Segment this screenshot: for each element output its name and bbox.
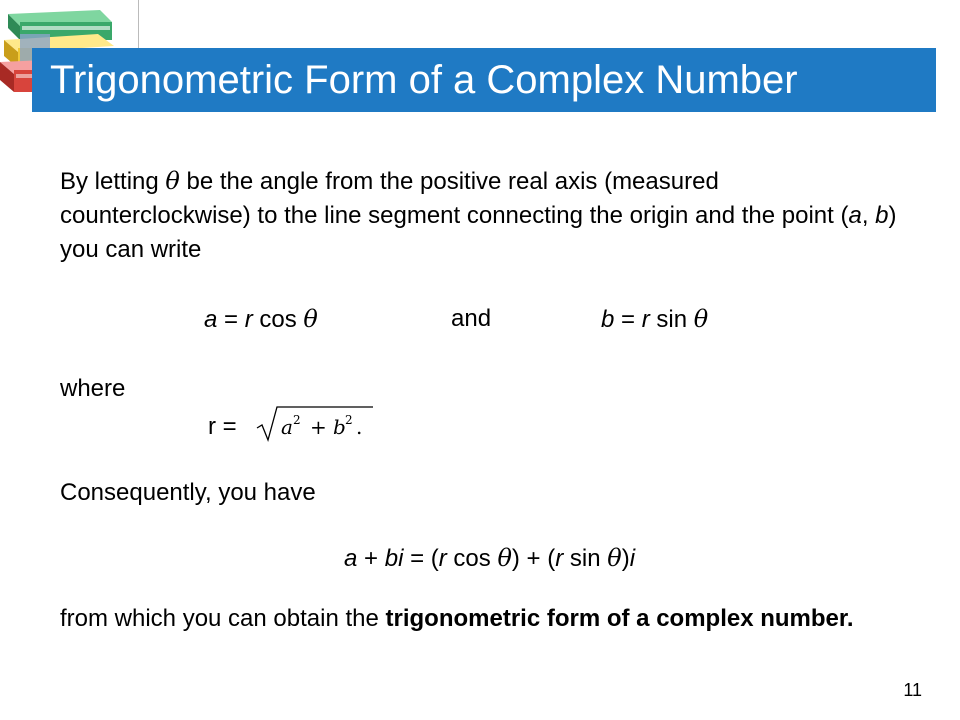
- intro-text-2: be the angle from the positive real axis (measured counterclockwise) to the line segment connecting the origin and the point (: [60, 168, 849, 229]
- divider-line: [138, 0, 139, 50]
- svg-text:2: 2: [345, 413, 353, 427]
- intro-text-4: ) you can write: [60, 202, 897, 263]
- final-text: from which you can obtain the: [60, 605, 386, 632]
- r-label: r =: [208, 413, 237, 440]
- svg-text:2: 2: [293, 413, 301, 427]
- var-a: a: [848, 202, 862, 229]
- slide-title: Trigonometric Form of a Complex Number: [50, 58, 798, 102]
- equation-complex: a + bi = (r cos θ) + (r sin θ)i: [344, 544, 636, 572]
- equation-b: b = r sin θ: [601, 305, 709, 333]
- final-bold-text: trigonometric form of a complex number.: [385, 605, 854, 632]
- svg-text:.: .: [356, 415, 363, 439]
- svg-text:b: b: [333, 415, 346, 439]
- var-b: b: [875, 202, 889, 229]
- sqrt-formula: [255, 403, 385, 443]
- consequently-text: Consequently, you have: [60, 479, 316, 506]
- final-paragraph: [60, 602, 910, 636]
- intro-paragraph: [60, 164, 910, 267]
- svg-text:a: a: [281, 415, 293, 439]
- equation-a: a = r cos θ: [204, 305, 318, 333]
- where-label: where: [60, 375, 126, 402]
- intro-text-1: By letting: [60, 168, 166, 195]
- intro-text-3: ,: [861, 202, 876, 229]
- svg-text:+: +: [310, 415, 327, 439]
- page-number: 11: [903, 680, 922, 700]
- equation-and: and: [451, 305, 492, 332]
- theta-symbol: θ: [165, 167, 180, 195]
